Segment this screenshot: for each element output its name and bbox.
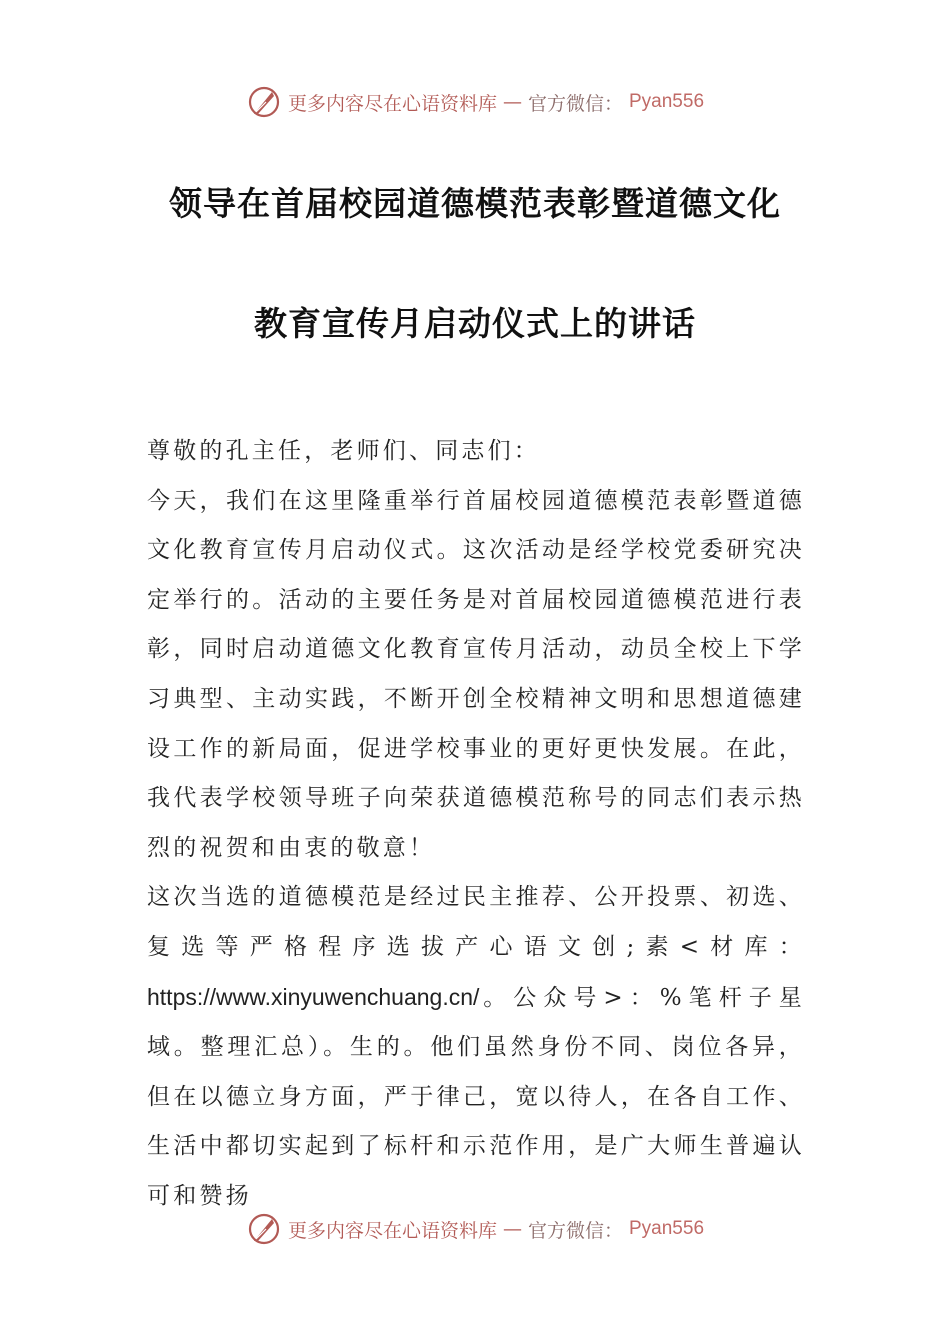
watermark-wechat-id: Pyan556 [629,91,705,112]
watermark-site-text: 更多内容尽在心语资料库 [287,92,497,115]
paragraph-1: 今天，我们在这里隆重举行首届校园道德模范表彰暨道德文化教育宣传月启动仪式。这次活动是经学校党委研究决定举行的。活动的主要任务是对首届校园道德模范进行表彰，同时启动道德文化教育宣传月活动，动员全校上下学习典型、主动实践，不断开创全校精神文明和思想道德建设工作的新局面，促进学校事业的更好更快发展。在此，我代表学校领导班子向荣获道德模范称号的同志们表示热烈的祝贺和由衷的敬意！ [147,487,805,861]
watermark-dash: — [502,91,522,113]
watermark-wechat-id: Pyan556 [629,1218,705,1239]
paragraph-2-url-part-1: https:// [147,983,217,1010]
paragraph-2-text-a: 这次当选的道德模范是经过民主推荐、公开投票、初选、复选等严格程序选拔产心语文创;素<材库： [147,884,805,960]
paragraph-2-url-part-2: www.xinyuwenchuang.cn/ [216,983,480,1010]
watermark-dash: — [502,1218,522,1240]
watermark-official-label: 官方微信： [527,1219,623,1242]
watermark-site-text: 更多内容尽在心语资料库 [287,1219,497,1242]
watermark-banner-top [0,82,950,122]
document-body [147,427,805,1222]
paragraph-2-text-b: 。公众号>：%笔杆子星域。整理汇总）。生的。他们虽然身份不同、岗位各异，但在以德立身方面，严于律己，宽以待人，在各自工作、生活中都切实起到了标杆和示范作用，是广大师生普遍认可和赞扬 [147,984,805,1209]
quill-logo-icon [246,1211,282,1247]
salutation: 尊敬的孔主任，老师们、同志们： [147,438,540,464]
quill-logo-icon [246,84,282,120]
watermark-official-label: 官方微信： [527,92,623,115]
document-title-line-1: 领导在首届校园道德模范表彰暨道德文化 [169,184,781,223]
document-title-line-2: 教育宣传月启动仪式上的讲话 [254,304,696,343]
watermark-banner-bottom [0,1209,950,1249]
paragraph-2 [147,873,805,1221]
